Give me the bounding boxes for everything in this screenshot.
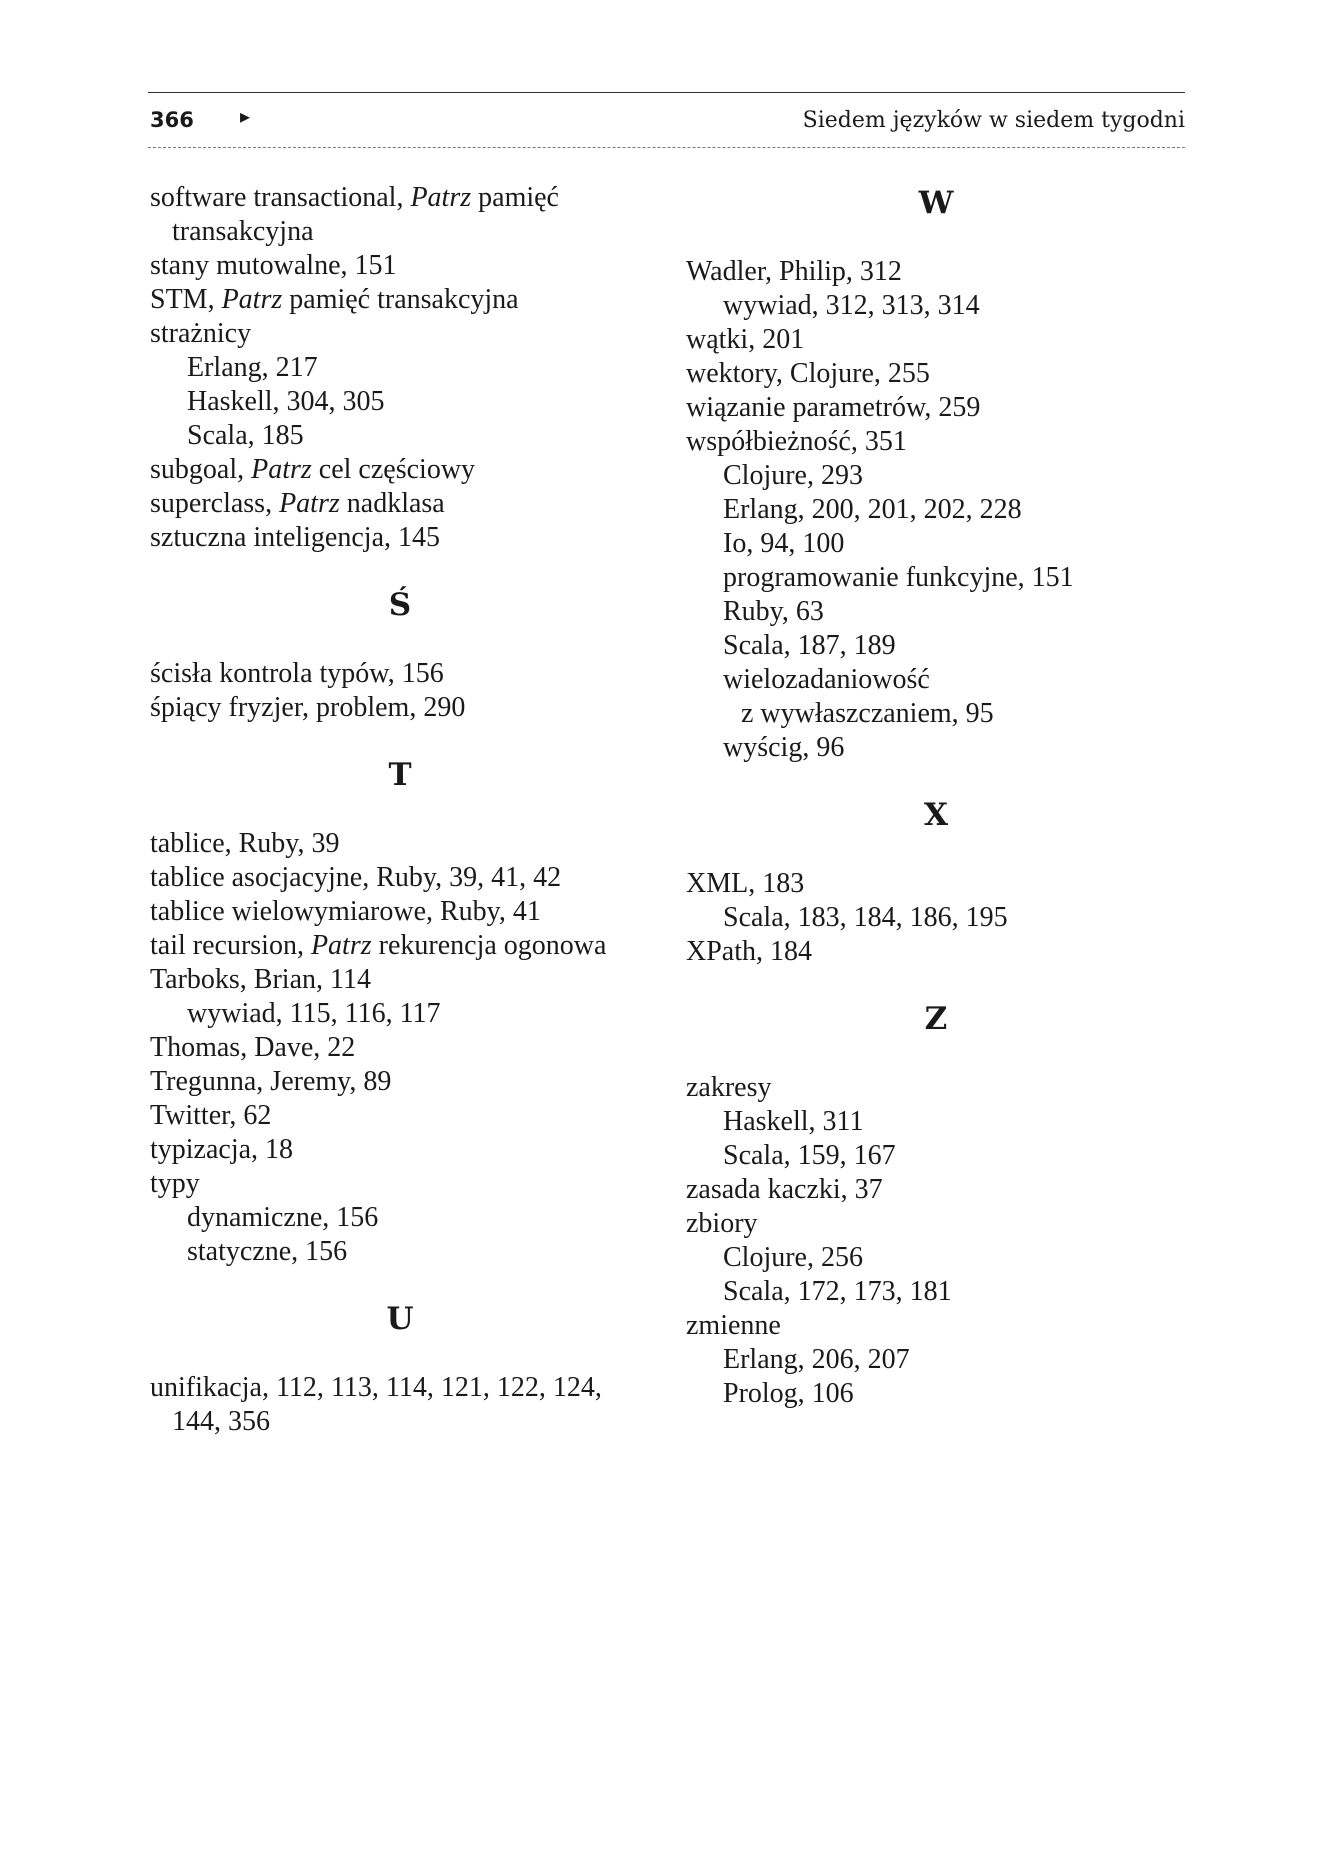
index-subentry: Prolog, 106 [723,1378,854,1409]
header-rule-top [148,92,1185,93]
index-entry: wektory, Clojure, 255 [686,358,930,389]
index-subentry: programowanie funkcyjne, 151 [723,562,1074,593]
index-subentry: Ruby, 63 [723,596,824,627]
index-subentry: wyścig, 96 [723,732,845,763]
section-letter-x: X [923,797,949,833]
index-subentry: Scala, 185 [187,420,304,451]
section-letter-z: Z [924,1001,948,1037]
index-subentry: wielozadaniowość [723,664,930,695]
index-entry: subgoal, Patrz cel częściowy [150,454,476,485]
index-entry: zmienne [686,1310,781,1341]
index-subentry: Haskell, 304, 305 [187,386,385,417]
index-subentry: Clojure, 293 [723,460,863,491]
index-subentry: Erlang, 206, 207 [723,1344,910,1375]
index-subentry: Io, 94, 100 [723,528,845,559]
index-entry: zbiory [686,1208,758,1239]
index-entry: strażnicy [150,318,252,349]
index-entry: Wadler, Philip, 312 [686,256,902,287]
index-entry: software transactional, Patrz pamięć [150,182,559,213]
index-entry: wątki, 201 [686,324,805,355]
index-entry: sztuczna inteligencja, 145 [150,522,440,553]
index-entry: XPath, 184 [686,936,812,967]
page-number: 366 [150,108,194,132]
header-rule-bottom [148,147,1185,148]
index-entry: tablice asocjacyjne, Ruby, 39, 41, 42 [150,862,562,893]
index-entry: Twitter, 62 [150,1100,272,1131]
index-column-left [150,181,650,1439]
index-entry: tablice, Ruby, 39 [150,828,340,859]
index-entry: stany mutowalne, 151 [150,250,397,281]
index-subentry: Scala, 183, 184, 186, 195 [723,902,1008,933]
index-subentry: Haskell, 311 [723,1106,864,1137]
index-subentry: Clojure, 256 [723,1242,863,1273]
index-subentry-continuation: z wywłaszczaniem, 95 [741,698,994,729]
running-title: Siedem języków w siedem tygodni [802,108,1185,133]
index-entry: Thomas, Dave, 22 [150,1032,356,1063]
section-letter-s-acute: Ś [388,587,412,623]
index-subentry: statyczne, 156 [187,1236,348,1267]
index-entry: Tregunna, Jeremy, 89 [150,1066,392,1097]
index-entry: typy [150,1168,200,1199]
index-entry: unifikacja, 112, 113, 114, 121, 122, 124, [150,1372,602,1403]
index-subentry: Erlang, 217 [187,352,318,383]
index-entry: STM, Patrz pamięć transakcyjna [150,284,519,315]
index-entry: ścisła kontrola typów, 156 [150,658,444,689]
index-column-right [686,181,1186,1411]
index-subentry: wywiad, 115, 116, 117 [187,998,441,1029]
index-subentry: Scala, 187, 189 [723,630,896,661]
index-subentry: Scala, 159, 167 [723,1140,896,1171]
index-entry: współbieżność, 351 [686,426,907,457]
triangle-right-icon: ▸ [240,104,251,128]
index-entry-continuation: 144, 356 [172,1406,270,1437]
section-letter-w: W [918,185,954,221]
index-entry: typizacja, 18 [150,1134,294,1165]
index-entry: tail recursion, Patrz rekurencja ogonowa [150,930,607,961]
index-subentry: Scala, 172, 173, 181 [723,1276,952,1307]
index-entry: superclass, Patrz nadklasa [150,488,445,519]
index-subentry: dynamiczne, 156 [187,1202,379,1233]
index-entry: zakresy [686,1072,772,1103]
index-entry: Tarboks, Brian, 114 [150,964,371,995]
index-entry-continuation: transakcyjna [172,216,314,247]
index-entry: wiązanie parametrów, 259 [686,392,981,423]
section-letter-t: T [388,757,412,793]
index-entry: tablice wielowymiarowe, Ruby, 41 [150,896,541,927]
section-letter-u: U [386,1301,414,1337]
index-entry: XML, 183 [686,868,805,899]
index-subentry: wywiad, 312, 313, 314 [723,290,980,321]
index-entry: śpiący fryzjer, problem, 290 [150,692,466,723]
index-subentry: Erlang, 200, 201, 202, 228 [723,494,1022,525]
index-entry: zasada kaczki, 37 [686,1174,883,1205]
